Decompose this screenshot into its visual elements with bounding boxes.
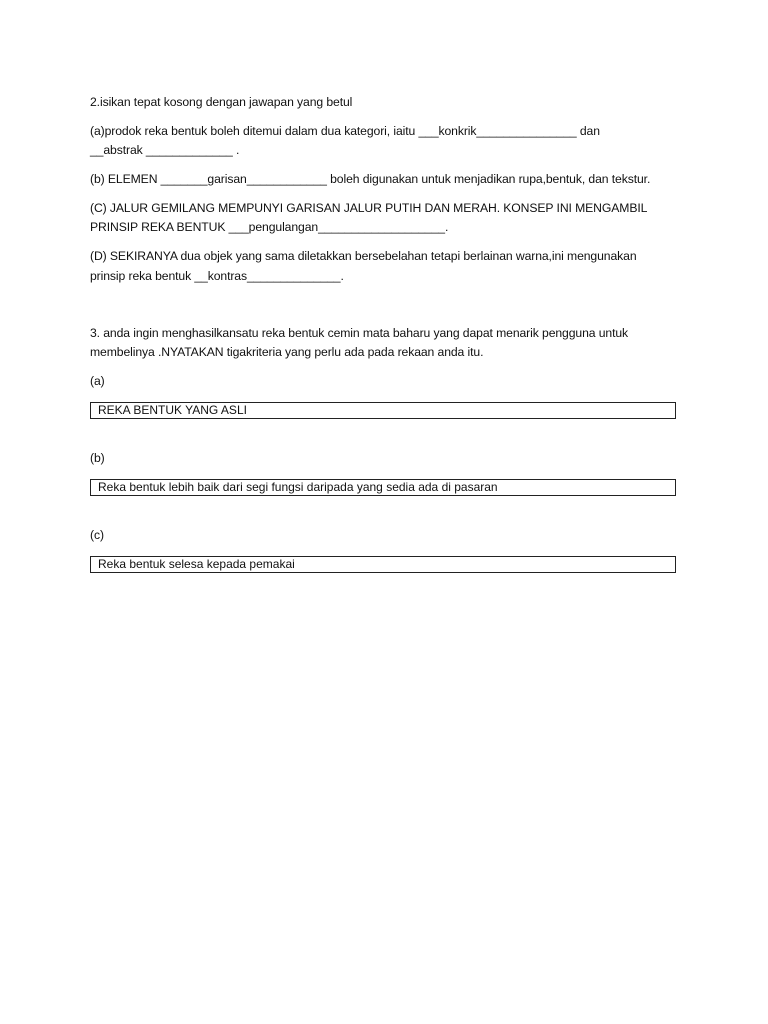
answer-label-a: (a) — [90, 374, 105, 388]
question-2c-line-2: PRINSIP REKA BENTUK ___pengulangan___________________. — [90, 220, 449, 234]
section-2-heading: 2.isikan tepat kosong dengan jawapan yang betul — [90, 95, 353, 109]
answer-label-c: (c) — [90, 528, 104, 542]
answer-box-c: Reka bentuk selesa kepada pemakai — [90, 556, 676, 573]
question-3-line-1: 3. anda ingin menghasilkansatu reka bentuk cemin mata baharu yang dapat menarik pengguna untuk — [90, 326, 629, 340]
question-3-line-2: membelinya .NYATAKAN tigakriteria yang perlu ada pada rekaan anda itu. — [90, 345, 484, 359]
answer-box-a: REKA BENTUK YANG ASLI — [90, 402, 676, 419]
question-2a-line-2: __abstrak _____________ . — [90, 143, 240, 157]
answer-label-b: (b) — [90, 451, 105, 465]
question-2a-line-1: (a)prodok reka bentuk boleh ditemui dalam dua kategori, iaitu ___konkrik_______________ dan — [90, 124, 600, 138]
question-2c-line-1: (C) JALUR GEMILANG MEMPUNYI GARISAN JALUR PUTIH DAN MERAH. KONSEP INI MENGAMBIL — [90, 201, 648, 215]
question-2b-line-1: (b) ELEMEN _______garisan____________ boleh digunakan untuk menjadikan rupa,bentuk, dan tekstur. — [90, 172, 651, 186]
answer-box-b: Reka bentuk lebih baik dari segi fungsi daripada yang sedia ada di pasaran — [90, 479, 676, 496]
question-2d-line-1: (D) SEKIRANYA dua objek yang sama diletakkan bersebelahan tetapi berlainan warna,ini mengunakan — [90, 249, 637, 263]
question-2d-line-2: prinsip reka bentuk __kontras______________. — [90, 269, 344, 283]
